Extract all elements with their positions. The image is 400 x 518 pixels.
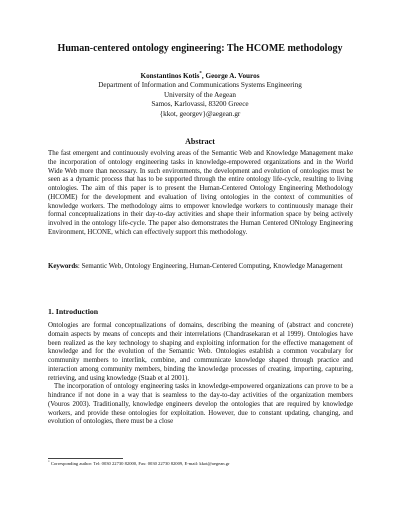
footnote-rule	[48, 458, 123, 459]
author-first: Konstantinos Kotis	[140, 72, 200, 80]
abstract-text: The fast emergent and continuously evolving areas of the Semantic Web and Knowledge Management make the incorporation of ontology engineering tasks in knowledge-empowered organizations and in the World Wide Web more than necessary. In such environments, the development and evolution of ontologies must be seen as a dynamic process that has to be supported through the entire ontology life-cycle, resulting to living ontologies. The aim of this paper is to present the Human-Centered Ontology Engineering Methodology (HCOME) for the development and evaluation of living ontologies in the context of communities of knowledge workers. The methodology aims to empower knowledge workers to continuously manage their formal conceptualizations in their day-to-day activities and shape their information space by being actively involved in the ontology life-cycle. The paper also demonstrates the Human Centered ONtology Engineering Environment, HCONE, which can effectively support this methodology.	[48, 150, 353, 236]
author-rest: , George A. Vouros	[201, 72, 260, 80]
affiliation-department: Department of Information and Communications Systems Engineering	[98, 81, 302, 90]
introduction-body	[48, 322, 353, 427]
author-names	[0, 72, 400, 81]
keywords-label: Keywords	[48, 263, 78, 270]
affiliation-address: Samos, Karlovassi, 83200 Greece	[151, 100, 249, 109]
footnote-mark: *	[48, 459, 50, 464]
keywords-list: : Semantic Web, Ontology Engineering, Human-Centered Computing, Knowledge Management	[77, 263, 343, 270]
affiliation-university: University of the Aegean	[163, 90, 237, 99]
footnote-text: Corresponding author: Tel: 0030 22730 82000, Fax: 0030 22730 82009, E-mail: kkot@aegean.gr	[49, 461, 230, 466]
intro-paragraph: The incorporation of ontology engineering tasks in knowledge-empowered organizations can prove to be a hindrance if not done in a way that is seamless to the day-to-day activities of the organization members (Vouros 2003). Traditionally, knowledge engineers develop the ontologies that are required by knowledge workers, and provide these ontologies for exploitation. However, due to constant updating, changing, and evolution of ontologies, there must be a close	[48, 383, 353, 426]
intro-paragraph: Ontologies are formal conceptualizations of domains, describing the meaning of (abstract and concrete) domain aspects by means of concepts and their interrelations (Chandrasekaran et al 1999). Ontologies have been realized as the key technology to shaping and exploiting information for the effective management of knowledge and for the evolution of the Semantic Web. Ontologies establish a common vocabulary for community members to interlink, combine, and communicate knowledge shaped through practice and interaction among community members, binding the knowledge processes of creating, importing, capturing, retrieving, and using knowledge (Staab et al 2001).	[48, 322, 353, 382]
footnote	[48, 461, 353, 467]
author-block	[0, 72, 400, 119]
keywords	[48, 263, 353, 272]
section-heading-introduction: 1. Introduction	[48, 307, 99, 316]
affiliation-email: {kkot, georgev}@aegean.gr	[159, 109, 241, 118]
author-footnote-mark: *	[199, 71, 202, 77]
paper-title: Human-centered ontology engineering: The HCOME methodology	[57, 43, 343, 54]
abstract-heading: Abstract	[185, 137, 215, 146]
